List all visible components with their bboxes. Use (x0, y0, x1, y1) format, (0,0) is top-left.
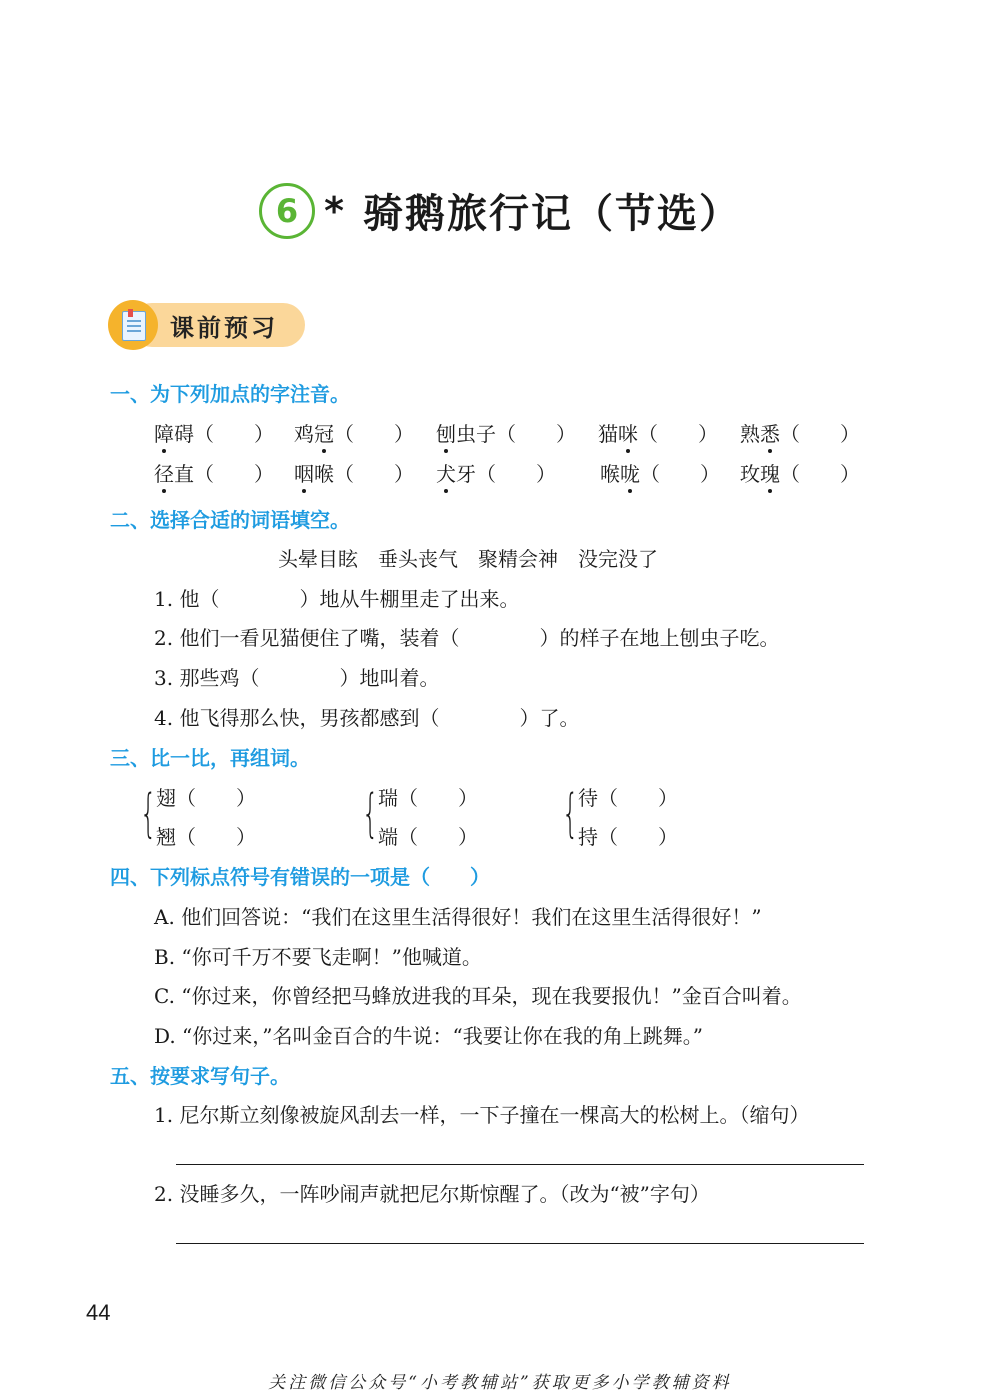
choice-option: D. “你过来，”名叫金百合的牛说：“我要让你在我的角上跳舞。” (154, 1024, 703, 1048)
fill-item: 4. 他飞得那么快，男孩都感到（ ）了。 (154, 706, 580, 730)
pinyin-item: 犬牙（ ） (436, 462, 556, 486)
tag-circle (108, 300, 158, 350)
section-1-heading: 一、为下列加点的字注音。 (110, 382, 350, 406)
footer-note: 关注微信公众号“小考教辅站”获取更多小学教辅资料 (268, 1373, 732, 1393)
answer-line (176, 1164, 864, 1165)
preview-tag-label: 课前预习 (170, 314, 278, 342)
lesson-number-badge: 6 (259, 183, 315, 239)
pinyin-item: 猫咪（ ） (598, 422, 718, 446)
brace-mark: { (362, 784, 379, 844)
compare-item: 瑞（ ） (378, 786, 478, 810)
compare-item: 翅（ ） (156, 786, 256, 810)
section-2-heading: 二、选择合适的词语填空。 (110, 508, 350, 532)
choice-option: C. “你过来，你曾经把马蜂放进我的耳朵，现在我要报仇！”金百合叫着。 (154, 984, 802, 1008)
pinyin-item: 玫瑰（ ） (740, 462, 860, 486)
page-number: 44 (86, 1300, 111, 1325)
word-bank: 头晕目眩 垂头丧气 聚精会神 没完没了 (278, 547, 658, 571)
choice-option: B. “你可千万不要飞走啊！”他喊道。 (154, 945, 482, 969)
section-5-heading: 五、按要求写句子。 (110, 1064, 290, 1088)
preview-section-tag (108, 300, 308, 350)
pinyin-item: 喉咙（ ） (600, 462, 720, 486)
lesson-title-row (0, 182, 1000, 252)
lesson-star-mark: * (324, 188, 344, 233)
section-3-heading: 三、比一比，再组词。 (110, 746, 310, 770)
rewrite-item: 1. 尼尔斯立刻像被旋风刮去一样，一下子撞在一棵高大的松树上。（缩句） (154, 1103, 810, 1127)
compare-item: 翘（ ） (156, 825, 256, 849)
section-4-heading: 四、下列标点符号有错误的一项是（ ） (110, 865, 490, 889)
fill-item: 3. 那些鸡（ ）地叫着。 (154, 666, 440, 690)
fill-item: 1. 他（ ）地从牛棚里走了出来。 (154, 587, 520, 611)
pinyin-item: 径直（ ） (154, 462, 274, 486)
notebook-icon (122, 311, 146, 341)
answer-line (176, 1243, 864, 1244)
compare-item: 待（ ） (578, 786, 678, 810)
pinyin-item: 障碍（ ） (154, 422, 274, 446)
lesson-title: 骑鹅旅行记（节选） (363, 191, 742, 237)
brace-mark: { (140, 784, 157, 844)
pinyin-item: 熟悉（ ） (740, 422, 860, 446)
brace-mark: { (562, 784, 579, 844)
rewrite-item: 2. 没睡多久，一阵吵闹声就把尼尔斯惊醒了。（改为“被”字句） (154, 1182, 710, 1206)
pinyin-item: 咽喉（ ） (294, 462, 414, 486)
choice-option: A. 他们回答说：“我们在这里生活得很好！我们在这里生活得很好！” (154, 905, 762, 929)
compare-item: 持（ ） (578, 825, 678, 849)
fill-item: 2. 他们一看见猫便住了嘴，装着（ ）的样子在地上刨虫子吃。 (154, 626, 780, 650)
compare-item: 端（ ） (378, 825, 478, 849)
pinyin-item: 刨虫子（ ） (436, 422, 576, 446)
pinyin-item: 鸡冠（ ） (294, 422, 414, 446)
